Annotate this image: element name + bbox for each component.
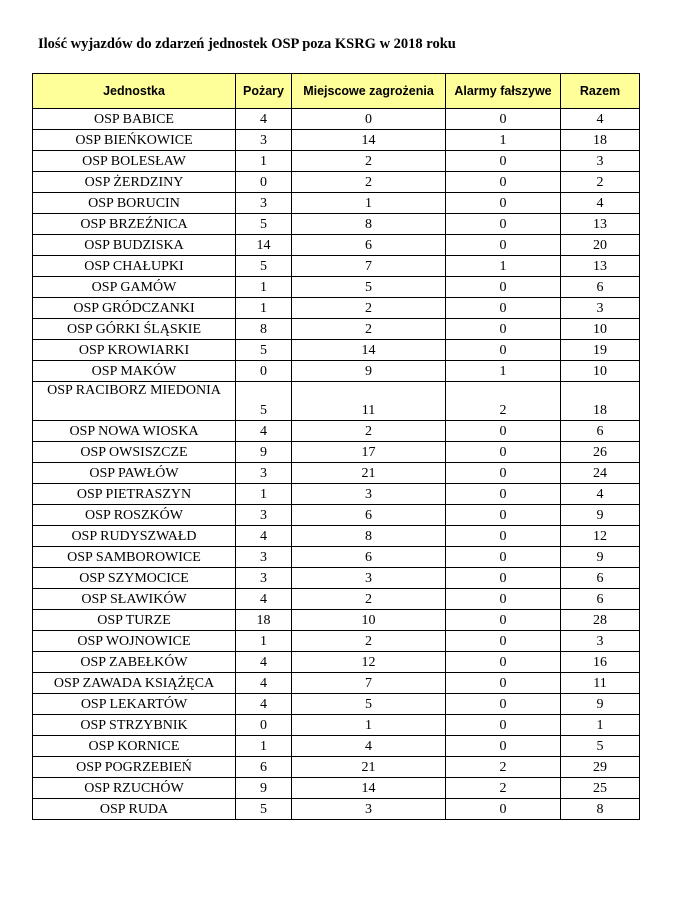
cell-total: 9: [561, 694, 640, 715]
cell-unit: OSP RZUCHÓW: [33, 778, 236, 799]
table-row: [33, 547, 640, 568]
table-row: [33, 361, 640, 382]
cell-total: 12: [561, 526, 640, 547]
cell-total: 26: [561, 442, 640, 463]
cell-unit: OSP WOJNOWICE: [33, 631, 236, 652]
cell-unit: OSP RUDA: [33, 799, 236, 820]
cell-false-alarms: 0: [446, 631, 561, 652]
cell-unit: OSP POGRZEBIEŃ: [33, 757, 236, 778]
cell-unit: OSP SAMBOROWICE: [33, 547, 236, 568]
cell-fires: 5: [236, 382, 292, 421]
cell-false-alarms: 0: [446, 340, 561, 361]
table-body: [33, 109, 640, 820]
cell-local-threats: 21: [292, 757, 446, 778]
cell-false-alarms: 0: [446, 547, 561, 568]
cell-fires: 8: [236, 319, 292, 340]
table-row: [33, 151, 640, 172]
cell-unit: OSP BABICE: [33, 109, 236, 130]
cell-fires: 4: [236, 652, 292, 673]
header-unit: Jednostka: [33, 74, 236, 109]
table-row: [33, 442, 640, 463]
cell-unit: OSP PAWŁÓW: [33, 463, 236, 484]
cell-unit: OSP SŁAWIKÓW: [33, 589, 236, 610]
cell-false-alarms: 0: [446, 442, 561, 463]
cell-unit: OSP RACIBORZ MIEDONIA: [33, 382, 236, 421]
cell-local-threats: 5: [292, 277, 446, 298]
cell-local-threats: 3: [292, 484, 446, 505]
cell-false-alarms: 0: [446, 484, 561, 505]
cell-fires: 3: [236, 463, 292, 484]
cell-local-threats: 2: [292, 631, 446, 652]
cell-fires: 5: [236, 340, 292, 361]
table-row: [33, 130, 640, 151]
cell-fires: 3: [236, 130, 292, 151]
cell-false-alarms: 2: [446, 757, 561, 778]
table-row: [33, 277, 640, 298]
table-row: [33, 256, 640, 277]
cell-local-threats: 8: [292, 526, 446, 547]
cell-local-threats: 14: [292, 340, 446, 361]
cell-total: 16: [561, 652, 640, 673]
cell-unit: OSP KROWIARKI: [33, 340, 236, 361]
cell-false-alarms: 0: [446, 319, 561, 340]
table-row: [33, 214, 640, 235]
cell-false-alarms: 0: [446, 277, 561, 298]
cell-local-threats: 2: [292, 589, 446, 610]
cell-fires: 4: [236, 526, 292, 547]
cell-unit: OSP OWSISZCZE: [33, 442, 236, 463]
cell-fires: 1: [236, 298, 292, 319]
cell-local-threats: 3: [292, 568, 446, 589]
cell-total: 1: [561, 715, 640, 736]
cell-local-threats: 12: [292, 652, 446, 673]
cell-fires: 3: [236, 193, 292, 214]
cell-fires: 0: [236, 172, 292, 193]
cell-local-threats: 2: [292, 298, 446, 319]
table-row: [33, 694, 640, 715]
cell-false-alarms: 0: [446, 589, 561, 610]
table-row: [33, 463, 640, 484]
cell-fires: 5: [236, 214, 292, 235]
header-false-alarms: Alarmy fałszywe: [446, 74, 561, 109]
cell-total: 4: [561, 484, 640, 505]
table-row: [33, 340, 640, 361]
cell-false-alarms: 0: [446, 694, 561, 715]
osp-interventions-table: [32, 73, 640, 820]
cell-local-threats: 6: [292, 505, 446, 526]
cell-false-alarms: 1: [446, 256, 561, 277]
cell-total: 24: [561, 463, 640, 484]
cell-false-alarms: 0: [446, 715, 561, 736]
cell-total: 20: [561, 235, 640, 256]
cell-false-alarms: 0: [446, 505, 561, 526]
table-row: [33, 193, 640, 214]
cell-local-threats: 2: [292, 421, 446, 442]
cell-local-threats: 1: [292, 193, 446, 214]
cell-total: 13: [561, 256, 640, 277]
cell-unit: OSP NOWA WIOSKA: [33, 421, 236, 442]
cell-false-alarms: 0: [446, 526, 561, 547]
cell-false-alarms: 0: [446, 652, 561, 673]
cell-fires: 6: [236, 757, 292, 778]
cell-total: 13: [561, 214, 640, 235]
cell-unit: OSP MAKÓW: [33, 361, 236, 382]
table-row: [33, 298, 640, 319]
cell-unit: OSP GÓRKI ŚLĄSKIE: [33, 319, 236, 340]
cell-unit: OSP GAMÓW: [33, 277, 236, 298]
cell-unit: OSP PIETRASZYN: [33, 484, 236, 505]
table-row: [33, 235, 640, 256]
cell-fires: 9: [236, 778, 292, 799]
table-row: [33, 319, 640, 340]
cell-local-threats: 2: [292, 319, 446, 340]
header-local-threats: Miejscowe zagrożenia: [292, 74, 446, 109]
cell-total: 11: [561, 673, 640, 694]
cell-false-alarms: 0: [446, 172, 561, 193]
cell-local-threats: 1: [292, 715, 446, 736]
cell-fires: 1: [236, 736, 292, 757]
header-row: [33, 74, 640, 109]
cell-unit: OSP ZAWADA KSIĄŻĘCA: [33, 673, 236, 694]
cell-unit: OSP BOLESŁAW: [33, 151, 236, 172]
cell-unit: OSP BRZEŹNICA: [33, 214, 236, 235]
cell-total: 3: [561, 151, 640, 172]
cell-false-alarms: 0: [446, 151, 561, 172]
cell-fires: 5: [236, 256, 292, 277]
cell-unit: OSP GRÓDCZANKI: [33, 298, 236, 319]
table-row: [33, 382, 640, 421]
table-row: [33, 778, 640, 799]
cell-local-threats: 3: [292, 799, 446, 820]
cell-local-threats: 14: [292, 130, 446, 151]
cell-false-alarms: 0: [446, 799, 561, 820]
cell-fires: 5: [236, 799, 292, 820]
cell-fires: 3: [236, 568, 292, 589]
cell-total: 6: [561, 421, 640, 442]
cell-unit: OSP STRZYBNIK: [33, 715, 236, 736]
cell-local-threats: 17: [292, 442, 446, 463]
cell-total: 8: [561, 799, 640, 820]
table-row: [33, 757, 640, 778]
cell-local-threats: 6: [292, 235, 446, 256]
cell-total: 29: [561, 757, 640, 778]
cell-fires: 0: [236, 715, 292, 736]
cell-total: 3: [561, 631, 640, 652]
cell-total: 10: [561, 319, 640, 340]
cell-false-alarms: 2: [446, 778, 561, 799]
cell-unit: OSP ROSZKÓW: [33, 505, 236, 526]
cell-false-alarms: 0: [446, 421, 561, 442]
table-row: [33, 799, 640, 820]
cell-false-alarms: 0: [446, 298, 561, 319]
cell-local-threats: 11: [292, 382, 446, 421]
cell-local-threats: 4: [292, 736, 446, 757]
cell-total: 9: [561, 505, 640, 526]
cell-total: 3: [561, 298, 640, 319]
cell-false-alarms: 0: [446, 214, 561, 235]
cell-unit: OSP SZYMOCICE: [33, 568, 236, 589]
cell-total: 28: [561, 610, 640, 631]
cell-unit: OSP LEKARTÓW: [33, 694, 236, 715]
cell-total: 25: [561, 778, 640, 799]
cell-false-alarms: 1: [446, 130, 561, 151]
cell-fires: 1: [236, 631, 292, 652]
cell-false-alarms: 0: [446, 235, 561, 256]
cell-fires: 3: [236, 505, 292, 526]
cell-fires: 9: [236, 442, 292, 463]
cell-unit: OSP RUDYSZWAŁD: [33, 526, 236, 547]
cell-false-alarms: 0: [446, 673, 561, 694]
table-row: [33, 109, 640, 130]
cell-fires: 14: [236, 235, 292, 256]
cell-unit: OSP BORUCIN: [33, 193, 236, 214]
cell-false-alarms: 0: [446, 736, 561, 757]
table-row: [33, 736, 640, 757]
cell-local-threats: 0: [292, 109, 446, 130]
cell-false-alarms: 0: [446, 610, 561, 631]
cell-fires: 1: [236, 484, 292, 505]
cell-fires: 4: [236, 694, 292, 715]
cell-fires: 1: [236, 277, 292, 298]
table-row: [33, 715, 640, 736]
cell-unit: OSP TURZE: [33, 610, 236, 631]
table-row: [33, 484, 640, 505]
cell-unit: OSP ZABEŁKÓW: [33, 652, 236, 673]
table-row: [33, 673, 640, 694]
cell-local-threats: 6: [292, 547, 446, 568]
cell-local-threats: 14: [292, 778, 446, 799]
cell-total: 2: [561, 172, 640, 193]
table-row: [33, 652, 640, 673]
cell-total: 19: [561, 340, 640, 361]
cell-total: 10: [561, 361, 640, 382]
cell-total: 18: [561, 130, 640, 151]
cell-local-threats: 8: [292, 214, 446, 235]
page-title: Ilość wyjazdów do zdarzeń jednostek OSP poza KSRG w 2018 roku: [38, 36, 456, 52]
cell-fires: 4: [236, 673, 292, 694]
cell-unit: OSP BIEŃKOWICE: [33, 130, 236, 151]
cell-false-alarms: 1: [446, 361, 561, 382]
cell-local-threats: 7: [292, 673, 446, 694]
cell-total: 6: [561, 568, 640, 589]
table-row: [33, 172, 640, 193]
cell-unit: OSP ŻERDZINY: [33, 172, 236, 193]
cell-total: 4: [561, 193, 640, 214]
header-total: Razem: [561, 74, 640, 109]
cell-fires: 0: [236, 361, 292, 382]
cell-fires: 4: [236, 421, 292, 442]
cell-fires: 3: [236, 547, 292, 568]
table-row: [33, 421, 640, 442]
cell-total: 4: [561, 109, 640, 130]
cell-false-alarms: 0: [446, 109, 561, 130]
cell-total: 6: [561, 589, 640, 610]
cell-local-threats: 2: [292, 172, 446, 193]
table-row: [33, 526, 640, 547]
cell-false-alarms: 2: [446, 382, 561, 421]
cell-local-threats: 7: [292, 256, 446, 277]
table-row: [33, 631, 640, 652]
table-row: [33, 505, 640, 526]
cell-unit: OSP BUDZISKA: [33, 235, 236, 256]
cell-total: 6: [561, 277, 640, 298]
table-row: [33, 568, 640, 589]
cell-unit: OSP CHAŁUPKI: [33, 256, 236, 277]
cell-false-alarms: 0: [446, 193, 561, 214]
cell-unit: OSP KORNICE: [33, 736, 236, 757]
cell-fires: 18: [236, 610, 292, 631]
cell-total: 5: [561, 736, 640, 757]
cell-local-threats: 21: [292, 463, 446, 484]
cell-fires: 1: [236, 151, 292, 172]
cell-local-threats: 10: [292, 610, 446, 631]
table-header: [33, 74, 640, 109]
cell-false-alarms: 0: [446, 568, 561, 589]
cell-total: 18: [561, 382, 640, 421]
cell-fires: 4: [236, 589, 292, 610]
cell-local-threats: 2: [292, 151, 446, 172]
cell-local-threats: 5: [292, 694, 446, 715]
cell-local-threats: 9: [292, 361, 446, 382]
cell-fires: 4: [236, 109, 292, 130]
table-row: [33, 610, 640, 631]
cell-total: 9: [561, 547, 640, 568]
cell-false-alarms: 0: [446, 463, 561, 484]
header-fires: Pożary: [236, 74, 292, 109]
table-row: [33, 589, 640, 610]
